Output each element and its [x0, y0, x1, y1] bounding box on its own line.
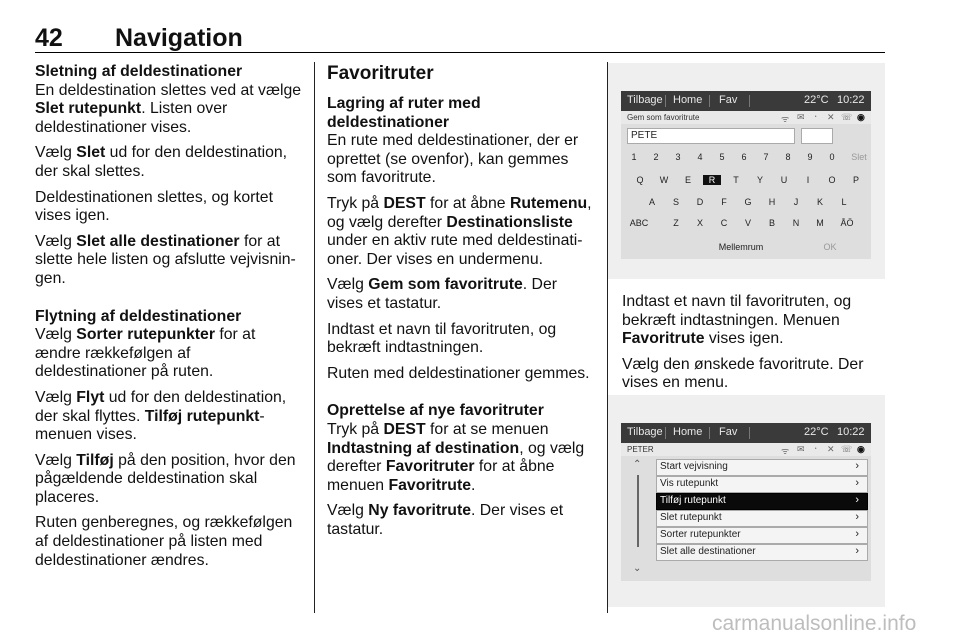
- key-j[interactable]: J: [793, 197, 799, 207]
- header-rule: [35, 52, 885, 53]
- menu-item-label: Slet alle destinationer: [660, 546, 756, 557]
- key-9[interactable]: 9: [807, 152, 813, 162]
- paragraph: Ruten genberegnes, og rækkefølgen af deldestinationer på listen med deldestinationer ændres.: [35, 514, 293, 569]
- key-6[interactable]: 6: [741, 152, 747, 162]
- menu-item-label: Start vejvisning: [660, 461, 728, 472]
- home-tab[interactable]: Home: [673, 94, 703, 106]
- signal-icon: ᯤ: [781, 114, 790, 124]
- paragraph: Vælg Ny favoritrute. Der vises et tastatur.: [327, 502, 564, 538]
- column-divider-1: [314, 62, 315, 613]
- screen-subtitle: Gem som favoritrute: [627, 113, 700, 122]
- mute-icon: ✕: [827, 112, 835, 122]
- watermark: carmanualsonline.info: [712, 612, 917, 635]
- column-2: [327, 63, 595, 546]
- entry-text: PETE: [631, 130, 658, 141]
- paragraph: Deldestinationen slettes, og kortet vises igen.: [35, 188, 273, 225]
- key-u[interactable]: U: [780, 175, 788, 185]
- heading-move-waypoints: Flytning af deldestinationer: [35, 307, 242, 325]
- key-t[interactable]: T: [733, 175, 739, 185]
- paragraph: Vælg Slet ud for den deldestination, der skal slettes.: [35, 144, 288, 180]
- paragraph: Indtast et navn til favoritruten, og bekræft indtastningen. Menuen Favoritrute vises igen.: [622, 293, 852, 348]
- key-y[interactable]: Y: [756, 175, 763, 185]
- text-entry-field[interactable]: [627, 128, 795, 144]
- key-v[interactable]: V: [744, 218, 751, 228]
- menu-item-start-guidance[interactable]: [656, 459, 868, 476]
- key-8[interactable]: 8: [785, 152, 791, 162]
- temperature: 22°C: [804, 426, 829, 438]
- heading-save-routes: Lagring af ruter med deldestinationer: [327, 95, 481, 131]
- key-r-selected[interactable]: R: [703, 175, 721, 185]
- chevron-right-icon: ›: [855, 460, 859, 472]
- paragraph: Ruten med deldestinationer gemmes.: [327, 364, 590, 382]
- entry-preview-box: [801, 128, 833, 144]
- paragraph: Indtast et navn til favoritruten, og bekræft indtastningen.: [327, 320, 557, 357]
- page-header: [35, 24, 885, 54]
- menu-item-sort-waypoints[interactable]: [656, 527, 868, 544]
- key-0[interactable]: 0: [829, 152, 835, 162]
- key-d[interactable]: D: [696, 197, 704, 207]
- screen-top-bar: [621, 91, 871, 111]
- delete-key[interactable]: Slet: [851, 152, 867, 162]
- paragraph: Tryk på DEST for at se menuen Indtastning af destination, og vælg derefter Favoritruter for at åbne menuen Favoritrute.: [327, 420, 585, 494]
- nav-icon: ◉: [857, 444, 865, 454]
- fav-tab[interactable]: Fav: [719, 426, 738, 438]
- key-e[interactable]: E: [684, 175, 691, 185]
- menu-item-add-waypoint[interactable]: [656, 493, 868, 510]
- route-menu-screen: [621, 423, 871, 581]
- scroll-down-icon[interactable]: ⌄: [633, 563, 642, 574]
- key-l[interactable]: L: [841, 197, 847, 207]
- key-m[interactable]: M: [816, 218, 824, 228]
- key-5[interactable]: 5: [719, 152, 725, 162]
- paragraph: En rute med deldestinationer, der er oprettet (se ovenfor), kan gemmes som favoritrute.: [327, 132, 579, 187]
- key-h[interactable]: H: [768, 197, 776, 207]
- page-number: 42: [35, 24, 63, 52]
- chevron-right-icon: ›: [855, 528, 859, 540]
- abc-mode-key[interactable]: ABC: [629, 218, 649, 228]
- paragraph: Vælg Flyt ud for den deldestination, der skal flyttes. Tilføj rutepunkt-menuen vises.: [35, 388, 287, 444]
- paragraph: Vælg den ønskede favoritrute. Der vises en menu.: [622, 355, 864, 392]
- key-7[interactable]: 7: [763, 152, 769, 162]
- temperature: 22°C: [804, 94, 829, 106]
- ok-key[interactable]: OK: [823, 242, 837, 252]
- menu-item-label: Vis rutepunkt: [660, 478, 719, 489]
- menu-item-show-waypoint[interactable]: [656, 476, 868, 493]
- heading-favorite-routes: Favoritruter: [327, 63, 434, 84]
- key-2[interactable]: 2: [653, 152, 659, 162]
- screen-subtitle-bar: [621, 443, 871, 456]
- chevron-right-icon: ›: [855, 494, 859, 506]
- section-title: Navigation: [115, 24, 243, 52]
- bluetooth-icon: ᛫: [813, 112, 819, 122]
- key-n[interactable]: N: [792, 218, 800, 228]
- keyboard-screen: [621, 91, 871, 259]
- scroll-up-icon[interactable]: ⌃: [633, 459, 642, 470]
- key-s[interactable]: S: [672, 197, 679, 207]
- menu-item-delete-waypoint[interactable]: [656, 510, 868, 527]
- fav-tab[interactable]: Fav: [719, 94, 738, 106]
- key-b[interactable]: B: [768, 218, 775, 228]
- screenshot-menu-frame: [608, 395, 885, 607]
- key-z[interactable]: Z: [673, 218, 679, 228]
- mute-icon: ✕: [827, 444, 835, 454]
- heading-delete-waypoints: Sletning af deldestinationer: [35, 63, 243, 80]
- heading-new-favorite-routes: Oprettelse af nye favoritruter: [327, 402, 544, 420]
- key-1[interactable]: 1: [631, 152, 637, 162]
- key-w[interactable]: W: [659, 175, 669, 185]
- chevron-right-icon: ›: [855, 511, 859, 523]
- key-p[interactable]: P: [852, 175, 859, 185]
- key-c[interactable]: C: [720, 218, 728, 228]
- key-4[interactable]: 4: [697, 152, 703, 162]
- screen-top-bar: [621, 423, 871, 443]
- key-k[interactable]: K: [816, 197, 823, 207]
- paragraph: Vælg Sorter rutepunkter for at ændre rækkefølgen af deldestinationer på ruten.: [35, 326, 256, 381]
- bluetooth-icon: ᛫: [813, 444, 819, 454]
- space-key[interactable]: Mellemrum: [718, 242, 764, 252]
- message-icon: ✉: [797, 444, 805, 454]
- key-f[interactable]: F: [721, 197, 727, 207]
- key-a[interactable]: A: [648, 197, 655, 207]
- special-chars-key[interactable]: ÅÖ: [840, 218, 854, 228]
- key-o[interactable]: O: [828, 175, 836, 185]
- key-g[interactable]: G: [744, 197, 752, 207]
- key-q[interactable]: Q: [636, 175, 644, 185]
- home-tab[interactable]: Home: [673, 426, 703, 438]
- paragraph: En deldestination slettes ved at vælge Slet rutepunkt. Listen over deldestinationer vises.: [35, 81, 302, 136]
- scrollbar[interactable]: [637, 475, 639, 547]
- key-x[interactable]: X: [696, 218, 703, 228]
- menu-item-label: Slet rutepunkt: [660, 512, 722, 523]
- nav-icon: ◉: [857, 112, 865, 122]
- phone-icon: ☏: [841, 444, 853, 454]
- chevron-right-icon: ›: [855, 477, 859, 489]
- screen-subtitle: PETER: [627, 445, 654, 454]
- column-3-text: [622, 293, 892, 400]
- message-icon: ✉: [797, 112, 805, 122]
- clock: 10:22: [837, 94, 865, 106]
- paragraph: Vælg Gem som favoritrute. Der vises et tastatur.: [327, 276, 558, 312]
- screenshot-keyboard-frame: [608, 63, 885, 279]
- signal-icon: ᯤ: [781, 446, 790, 456]
- chevron-right-icon: ›: [855, 545, 859, 557]
- paragraph: Vælg Tilføj på den position, hvor den pågældende deldestination skal placeres.: [35, 451, 296, 506]
- back-tab[interactable]: Tilbage: [627, 426, 663, 438]
- back-tab[interactable]: Tilbage: [627, 94, 663, 106]
- menu-item-delete-all[interactable]: [656, 544, 868, 561]
- menu-item-label: Sorter rutepunkter: [660, 529, 741, 540]
- menu-item-label: Tilføj rutepunkt: [660, 495, 726, 506]
- column-1: [35, 63, 303, 577]
- key-3[interactable]: 3: [675, 152, 681, 162]
- clock: 10:22: [837, 426, 865, 438]
- paragraph: Vælg Slet alle destinationer for at slette hele listen og afslutte vejvisningen.: [35, 232, 296, 287]
- phone-icon: ☏: [841, 112, 853, 122]
- screen-subtitle-bar: [621, 111, 871, 124]
- key-i[interactable]: I: [806, 175, 810, 185]
- paragraph: Tryk på DEST for at åbne Rutemenu, og vælg derefter Destinationsliste under en aktiv rute med deldestinationer. Der vises en undermenu.: [327, 194, 592, 268]
